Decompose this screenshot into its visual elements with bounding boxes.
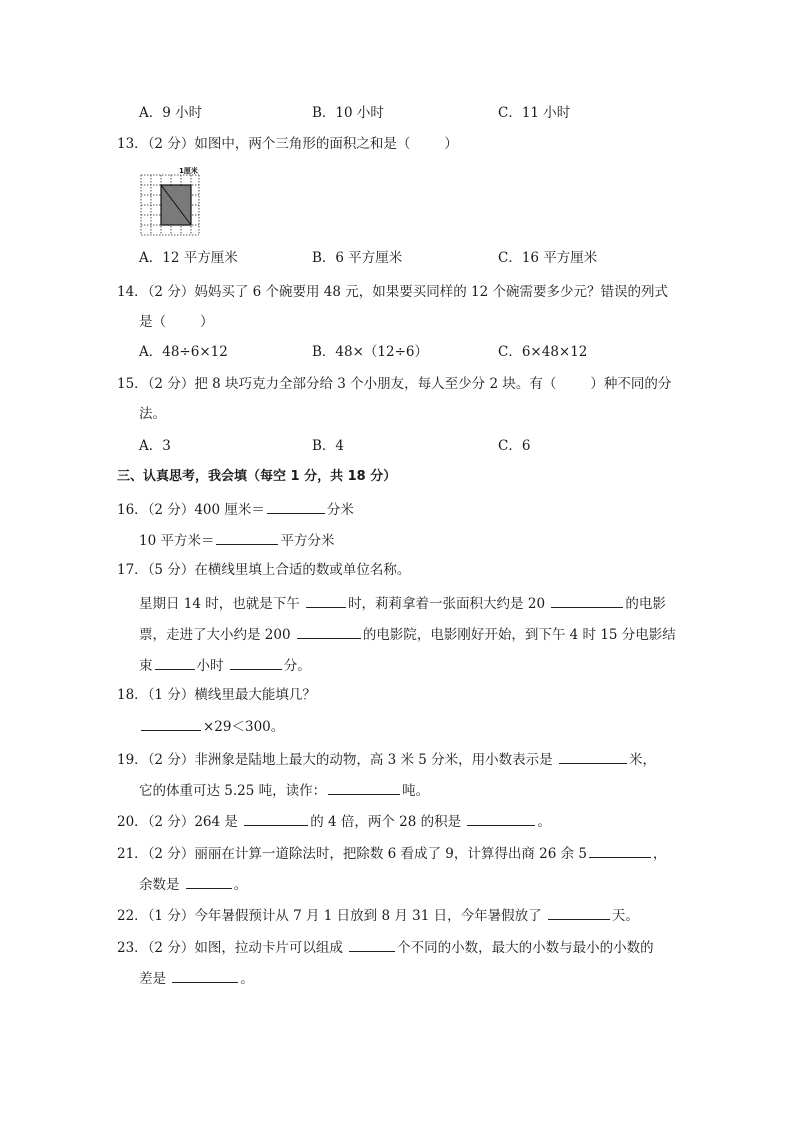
- q17-score: （5 分）: [147, 562, 195, 578]
- q22-number: 22．: [117, 908, 148, 924]
- q22-text: 今年暑假预计从 7 月 1 日放到 8 月 31 日，今年暑假放了: [194, 908, 542, 924]
- q19-blank-2[interactable]: [328, 780, 400, 795]
- q14-option-a[interactable]: A．48÷6×12: [139, 344, 228, 360]
- q15-text-2: ）种不同的分: [590, 376, 672, 392]
- q21-number: 21．: [117, 846, 148, 862]
- q18-blank[interactable]: [141, 716, 201, 731]
- q17-line2: [139, 624, 676, 644]
- q23-number: 23．: [117, 940, 148, 956]
- q13-grid-figure: [139, 165, 201, 237]
- q21-text-3: 余数是: [139, 877, 180, 893]
- q14-option-b[interactable]: B．48×（12÷6）: [312, 344, 428, 360]
- q18-number: 18．: [117, 687, 148, 703]
- q23-text-2: 个不同的小数，最大的小数与最小的小数的: [397, 940, 654, 956]
- q14-text: 妈妈买了 6 个碗要用 48 元，如果要买同样的 12 个碗需要多少元？错误的列式: [194, 284, 669, 300]
- q20-blank-1[interactable]: [244, 811, 308, 826]
- q23-blank-2[interactable]: [172, 968, 238, 983]
- q20-text-3: 。: [537, 814, 551, 830]
- q17-blank-5[interactable]: [230, 655, 282, 670]
- q17-text-a: 星期日 14 时，也就是下午: [139, 596, 300, 612]
- q17-blank-4[interactable]: [155, 655, 195, 670]
- q16-text: 400 厘米＝: [194, 502, 265, 518]
- q14-close-paren: ）: [200, 314, 214, 330]
- q14-score: （2 分）: [147, 284, 195, 300]
- q15-option-a[interactable]: A．3: [139, 438, 171, 454]
- q16-line1: [117, 499, 354, 519]
- q23-text-3: 差是: [139, 971, 166, 987]
- q17-text-f: 束: [139, 658, 153, 674]
- q21-line2: [139, 874, 247, 894]
- q17-text-d: 票，走进了大小约是 200: [139, 627, 291, 643]
- q15-score: （2 分）: [147, 376, 195, 392]
- q23-blank-1[interactable]: [349, 937, 395, 952]
- q15-option-b[interactable]: B．4: [312, 438, 345, 454]
- q13-option-c[interactable]: C．16 平方厘米: [498, 250, 598, 266]
- q21-blank-1[interactable]: [589, 843, 651, 858]
- q17-line3: [139, 655, 311, 675]
- q12-option-b[interactable]: B．10 小时: [312, 105, 384, 121]
- q16-unit-1: 分米: [326, 502, 354, 518]
- q23-score: （2 分）: [147, 940, 195, 956]
- q17-blank-2[interactable]: [551, 593, 623, 608]
- q22-score: （1 分）: [147, 908, 195, 924]
- q15-option-c[interactable]: C．6: [498, 438, 531, 454]
- q14-option-c[interactable]: C．6×48×12: [498, 344, 588, 360]
- q15-stem-line2: 法。: [139, 406, 166, 422]
- q16-line2: [139, 530, 334, 550]
- q17-number: 17．: [117, 562, 148, 578]
- q15-text: 把 8 块巧克力全部分给 3 个小朋友，每人至少分 2 块。有（: [194, 376, 557, 392]
- q18-score: （1 分）: [147, 687, 195, 703]
- q13-option-b[interactable]: B．6 平方厘米: [312, 250, 403, 266]
- q12-option-c[interactable]: C．11 小时: [498, 105, 571, 121]
- q12-option-a[interactable]: A．9 小时: [139, 105, 203, 121]
- q20-score: （2 分）: [147, 814, 195, 830]
- q16-unit-2: 平方分米: [280, 533, 335, 549]
- q22-blank[interactable]: [548, 905, 610, 920]
- q19-text-2: 它的体重可达 5.25 吨，读作：: [139, 783, 327, 799]
- q19-line2: [139, 780, 429, 800]
- q22-text-2: 天。: [611, 908, 639, 924]
- q17-line1: [139, 593, 666, 613]
- q16-blank-1[interactable]: [267, 499, 325, 514]
- q20-number: 20．: [117, 814, 148, 830]
- q19-blank-1[interactable]: [559, 749, 627, 764]
- q17-text-g: 小时: [196, 658, 224, 674]
- q13-figure-label: 1厘米: [179, 167, 198, 175]
- q21-text: 丽丽在计算一道除法时，把除数 6 看成了 9，计算得出商 26 余 5: [194, 846, 588, 862]
- q17-text-b: 时，莉莉拿着一张面积大约是 20: [348, 596, 546, 612]
- q13-score: （2 分）: [147, 136, 195, 152]
- q18-text: 横线里最大能填几？: [194, 687, 316, 703]
- q14-number: 14．: [117, 284, 148, 300]
- q23-text: 如图，拉动卡片可以组成: [194, 940, 343, 956]
- q19-score: （2 分）: [147, 752, 195, 768]
- q17-blank-3[interactable]: [297, 624, 361, 639]
- q23-text-4: 。: [240, 971, 254, 987]
- q17-text-h: 分。: [283, 658, 311, 674]
- q13-close-paren: ）: [444, 136, 458, 152]
- q13-stem: [117, 135, 458, 153]
- q18-stem: [117, 686, 316, 704]
- q21-text-2: ，: [653, 846, 667, 862]
- section-3-heading: 三、认真思考，我会填（每空 1 分，共 18 分）: [117, 469, 397, 484]
- q20-blank-2[interactable]: [467, 811, 535, 826]
- q16-text-2: 10 平方米＝: [139, 533, 215, 549]
- q18-line2: [139, 716, 284, 736]
- q17-text: 在横线里填上合适的数或单位名称。: [194, 562, 411, 578]
- q17-stem: [117, 561, 410, 579]
- q16-score: （2 分）: [147, 502, 195, 518]
- q17-blank-1[interactable]: [306, 593, 346, 608]
- q14-text-2: 是（: [139, 314, 166, 330]
- q13-option-a[interactable]: A．12 平方厘米: [139, 250, 238, 266]
- q19-text: 非洲象是陆地上最大的动物，高 3 米 5 分米，用小数表示是: [194, 752, 553, 768]
- q20-text: 264 是: [194, 814, 238, 830]
- q17-text-c: 的电影: [625, 596, 666, 612]
- q16-number: 16．: [117, 502, 148, 518]
- q16-blank-2[interactable]: [216, 530, 278, 545]
- q21-blank-2[interactable]: [186, 874, 232, 889]
- q21-score: （2 分）: [147, 846, 195, 862]
- q19-unit-2: 吨。: [402, 783, 430, 799]
- q21-line1: [117, 843, 667, 863]
- q14-stem-line2: [139, 313, 214, 331]
- q13-number: 13．: [117, 136, 148, 152]
- q14-stem-line1: [117, 283, 668, 301]
- q19-line1: [117, 749, 656, 769]
- q20-text-2: 的 4 倍，两个 28 的积是: [310, 814, 462, 830]
- q15-stem-line1: [117, 375, 671, 393]
- q19-number: 19．: [117, 752, 148, 768]
- q20-line: [117, 811, 551, 831]
- q22-line: [117, 905, 639, 925]
- q19-unit-1: 米，: [628, 752, 656, 768]
- q15-number: 15．: [117, 376, 148, 392]
- q23-line1: [117, 937, 654, 957]
- q17-text-e: 的电影院，电影刚好开始，到下午 4 时 15 分电影结: [362, 627, 676, 643]
- q18-expression: ×29＜300。: [203, 719, 285, 735]
- q13-text: 如图中，两个三角形的面积之和是（: [194, 136, 411, 152]
- q21-text-4: 。: [233, 877, 248, 893]
- q23-line2: [139, 968, 254, 988]
